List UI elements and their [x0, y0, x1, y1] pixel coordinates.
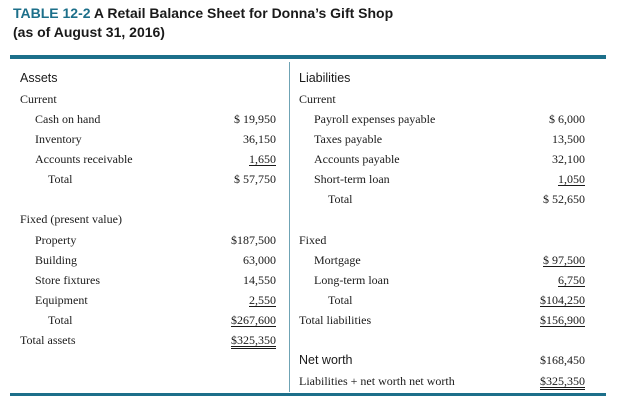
- assets-fixed-total-value: $267,600: [231, 313, 276, 327]
- table-title-line2: (as of August 31, 2016): [13, 24, 165, 40]
- column-divider: [289, 62, 290, 392]
- receivable-label: Accounts receivable: [35, 152, 133, 166]
- inventory-value: 36,150: [243, 132, 276, 146]
- receivable-value: 1,650: [249, 152, 276, 166]
- property-label: Property: [35, 233, 77, 247]
- liabilities-plus-net-worth-label: Liabilities + net worth net worth: [299, 374, 455, 388]
- liabilities-fixed-label: Fixed: [299, 233, 327, 247]
- mortgage-value: $ 97,500: [543, 253, 585, 267]
- liabilities-current-total-value: $ 52,650: [543, 192, 585, 206]
- total-liabilities-value: $156,900: [540, 313, 585, 327]
- property-value: $187,500: [231, 233, 276, 247]
- fixtures-label: Store fixtures: [35, 273, 100, 287]
- liabilities-plus-net-worth-value: $325,350: [540, 374, 585, 388]
- total-assets-label: Total assets: [20, 333, 76, 347]
- assets-current-total-label: Total: [48, 172, 73, 186]
- net-worth-heading: Net worth: [299, 353, 353, 367]
- equipment-label: Equipment: [35, 293, 88, 307]
- net-worth-value: $168,450: [540, 353, 585, 367]
- fixtures-value: 14,550: [243, 273, 276, 287]
- cash-label: Cash on hand: [35, 112, 101, 126]
- liabilities-fixed-total-value: $104,250: [540, 293, 585, 307]
- payroll-value: $ 6,000: [549, 112, 585, 126]
- short-loan-label: Short-term loan: [314, 172, 390, 186]
- liabilities-fixed-total-label: Total: [328, 293, 353, 307]
- liabilities-heading: Liabilities: [299, 71, 351, 85]
- liabilities-current-total-label: Total: [328, 192, 353, 206]
- building-value: 63,000: [243, 253, 276, 267]
- total-assets-value: $325,350: [231, 333, 276, 347]
- long-loan-label: Long-term loan: [314, 273, 389, 287]
- mortgage-label: Mortgage: [314, 253, 361, 267]
- table-title: [13, 4, 393, 42]
- assets-heading: Assets: [20, 71, 58, 85]
- assets-current-label: Current: [20, 92, 57, 106]
- assets-current-total-value: $ 57,750: [234, 172, 276, 186]
- total-liabilities-label: Total liabilities: [299, 313, 372, 327]
- equipment-value: 2,550: [249, 293, 276, 307]
- assets-fixed-label: Fixed (present value): [20, 212, 122, 226]
- payroll-label: Payroll expenses payable: [314, 112, 436, 126]
- bottom-rule: [10, 393, 606, 396]
- table-title-line1: A Retail Balance Sheet for Donna’s Gift Shop: [93, 5, 394, 21]
- table-tag: TABLE 12-2: [13, 5, 91, 21]
- taxes-label: Taxes payable: [314, 132, 383, 146]
- payable-value: 32,100: [552, 152, 585, 166]
- assets-fixed-total-label: Total: [48, 313, 73, 327]
- top-rule: [10, 55, 606, 59]
- building-label: Building: [35, 253, 78, 267]
- cash-value: $ 19,950: [234, 112, 276, 126]
- payable-label: Accounts payable: [314, 152, 400, 166]
- inventory-label: Inventory: [35, 132, 82, 146]
- liabilities-current-label: Current: [299, 92, 336, 106]
- long-loan-value: 6,750: [558, 273, 585, 287]
- taxes-value: 13,500: [552, 132, 585, 146]
- short-loan-value: 1,050: [558, 172, 585, 186]
